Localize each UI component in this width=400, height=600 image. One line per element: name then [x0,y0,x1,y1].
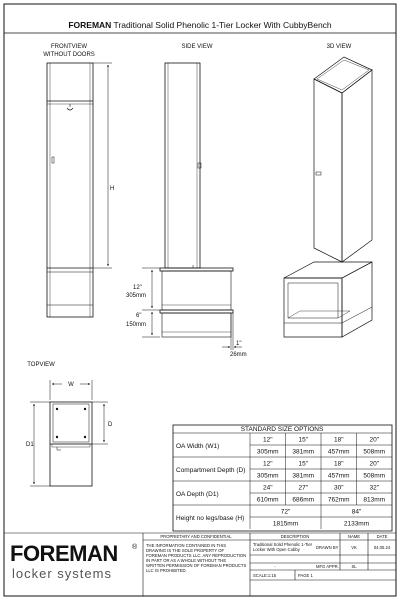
leg-height-mm: 150mm [126,322,147,328]
size-table [173,425,392,531]
front-view-sublabel: WITHOUT DOORS [43,52,95,58]
mfg-approval-label: MFG APPR. [316,564,339,569]
bench-height-inch: 12" [133,285,142,291]
size-cell-inch: 20" [369,436,380,444]
size-cell-mm: 457mm [327,472,350,480]
size-cell-mm: 813mm [363,496,386,504]
overhang-inch: 1" [236,341,242,347]
size-cell-inch: 27" [298,484,309,492]
size-cell-mm: 381mm [292,448,315,456]
proprietary-text: THE INFORMATION CONTAINED IN THIS DRAWING IS THE SOLE PROPERTY OF FOREMAN PRODUCTS LLC. ANY REPRODUCTION IN PART OR AS A WHOLE WITHOUT THE WRITTEN PERMISSION OF FOREMAN PRODUCTS LLC IS PROHIBITED. [146,543,247,573]
size-cell-mm: 508mm [363,472,386,480]
3d-view-label: 3D VIEW [326,44,352,50]
size-cell-inch: 12" [262,436,273,444]
size-cell-inch: 20" [369,460,380,468]
size-cell-inch: 32" [369,484,380,492]
height-dimension [93,63,115,268]
bench-height-mm: 305mm [126,293,147,299]
size-cell-mm: 305mm [256,472,279,480]
top-view-label: TOPVIEW [27,362,55,368]
bench-dimensions [142,268,242,350]
size-cell-inch: 12" [262,460,273,468]
size-cell-inch: 15" [298,460,309,468]
size-cell-inch: 18" [333,460,344,468]
size-cell-mm: 508mm [363,448,386,456]
drawn-by-value: VK [351,545,357,550]
size-cell-inch: 24" [262,484,273,492]
size-row-label: Compartment Depth (D) [176,467,246,474]
height-label: H [110,186,115,192]
description-line-1: Traditional Solid Phenolic 1-Tier [253,542,313,547]
size-row-label: OA Depth (D1) [176,491,219,498]
drawing-date: 04.05.24 [373,545,391,550]
size-cell-inch: 72" [280,508,291,516]
drawn-by-label: DRAWN BY [316,545,339,550]
date-heading: DATE [376,534,388,539]
size-row-label: Height no legs/base (H) [176,515,245,522]
overall-depth-label: D1 [26,442,34,448]
size-cell-mm: 457mm [327,448,350,456]
size-cell-mm: 2133mm [343,520,370,528]
size-cell-mm: 381mm [292,472,315,480]
size-cell-mm: 610mm [256,496,279,504]
size-cell-mm: 305mm [256,448,279,456]
page-label: PAGE 1 [298,573,313,578]
top-view [50,402,92,486]
size-cell-mm: 1815mm [272,520,299,528]
description-heading: DESCRIPTION [280,534,310,539]
size-cell-mm: 762mm [327,496,350,504]
foreman-logo: FOREMAN [10,541,118,566]
top-view-dimensions [30,380,108,486]
front-view [47,63,93,317]
logo-subtitle: locker systems [12,566,112,581]
mfg-approval-value: SL [351,564,357,569]
drawing-title: FOREMAN Traditional Solid Phenolic 1-Tier Locker With CubbyBench [68,20,332,30]
name-heading: NAME [347,534,361,539]
side-view [160,63,233,337]
size-cell-inch: 30" [333,484,344,492]
size-cell-inch: 15" [298,436,309,444]
side-view-label: SIDE VIEW [181,44,213,50]
front-view-label: FRONTVIEW [51,44,87,50]
overhang-mm: 26mm [230,352,247,358]
description-dash: - [274,564,276,569]
proprietary-heading: PROPRIETARY AND CONFIDENTIAL [160,534,232,539]
size-row-label: OA Width (W1) [176,443,220,450]
3d-view [284,57,372,337]
depth-label: D [108,422,113,428]
size-cell-inch: 18" [333,436,344,444]
size-cell-inch: 84" [351,508,362,516]
size-table-heading: STANDARD SIZE OPTIONS [240,426,324,433]
size-cell-mm: 686mm [292,496,315,504]
description-line-2: Locker With Open Cubby [253,547,300,552]
width-label: W [68,382,74,388]
scale-label: SCALE:1:15 [253,573,277,578]
leg-height-inch: 6" [136,313,142,319]
registered-mark: ® [132,544,138,551]
